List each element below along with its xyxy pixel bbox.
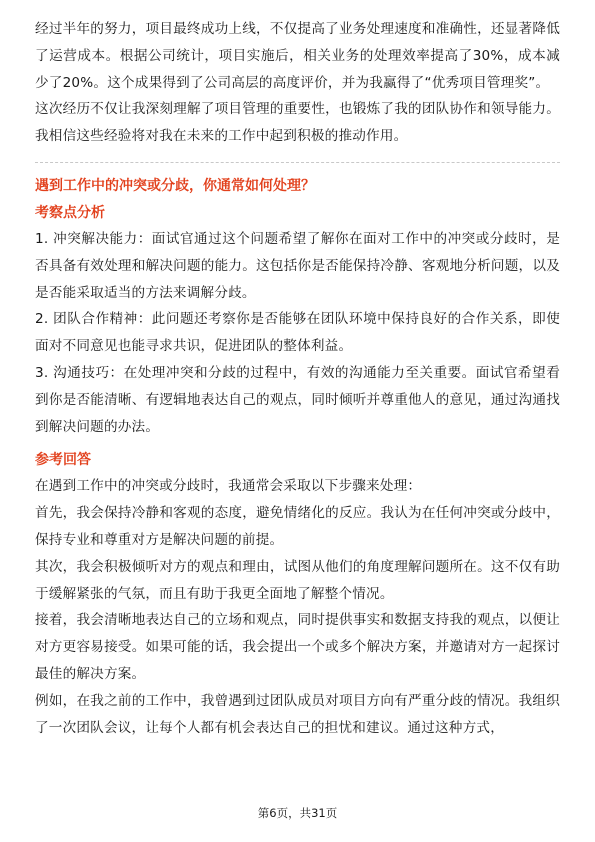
answer-paragraph-2: 首先，我会保持冷静和客观的态度，避免情绪化的反应。我认为在任何冲突或分歧中，保持专业和尊重对方是解决问题的前提。 [35,505,560,548]
page-content [35,16,560,741]
answer-paragraph-3: 其次，我会积极倾听对方的观点和理由，试图从他们的角度理解问题所在。这不仅有助于缓解紧张的气氛，而且有助于我更全面地了解整个情况。 [35,558,560,602]
analysis-heading: 考察点分析 [35,204,105,221]
analysis-item-3: 3. 沟通技巧：在处理冲突和分歧的过程中，有效的沟通能力至关重要。面试官希望看到你是否能清晰、有逻辑地表达自己的观点，同时倾听并尊重他人的意见，通过沟通找到解决问题的办法。 [35,364,560,435]
section-divider [35,162,560,163]
intro-paragraph-2: 这次经历不仅让我深刻理解了项目管理的重要性，也锻炼了我的团队协作和领导能力。我相信这些经验将对我在未来的工作中起到积极的推动作用。 [35,101,560,145]
section-gap [35,440,560,448]
answer-heading: 参考回答 [35,452,91,469]
page-number-footer: 第6页，共31页 [257,806,338,820]
answer-paragraph-4: 接着，我会清晰地表达自己的立场和观点，同时提供事实和数据支持我的观点，以便让对方更容易接受。如果可能的话，我会提出一个或多个解决方案，并邀请对方一起探讨最佳的解决方案。 [35,612,560,682]
question-heading: 遇到工作中的冲突或分歧，你通常如何处理？ [35,177,315,194]
intro-paragraph-1: 经过半年的努力，项目最终成功上线，不仅提高了业务处理速度和准确性，还显著降低了运营成本。根据公司统计，项目实施后，相关业务的处理效率提高了30%，成本减少了20%。这个成果得到了公司高层的高度评价，并为我赢得了“优秀项目管理奖”。 [35,21,560,91]
analysis-item-1: 1. 冲突解决能力：面试官通过这个问题希望了解你在面对工作中的冲突或分歧时，是否具备有效处理和解决问题的能力。这包括你是否能保持冷静、客观地分析问题，以及是否能采取适当的方法来调解分歧。 [35,230,560,301]
answer-paragraph-1: 在遇到工作中的冲突或分歧时，我通常会采取以下步骤来处理： [35,478,422,495]
analysis-item-2: 2. 团队合作精神：此问题还考察你是否能够在团队环境中保持良好的合作关系，即使面对不同意见也能寻求共识，促进团队的整体利益。 [35,311,560,355]
answer-paragraph-5: 例如，在我之前的工作中，我曾遇到过团队成员对项目方向有严重分歧的情况。我组织了一次团队会议，让每个人都有机会表达自己的担忧和建议。通过这种方式， [35,692,560,736]
